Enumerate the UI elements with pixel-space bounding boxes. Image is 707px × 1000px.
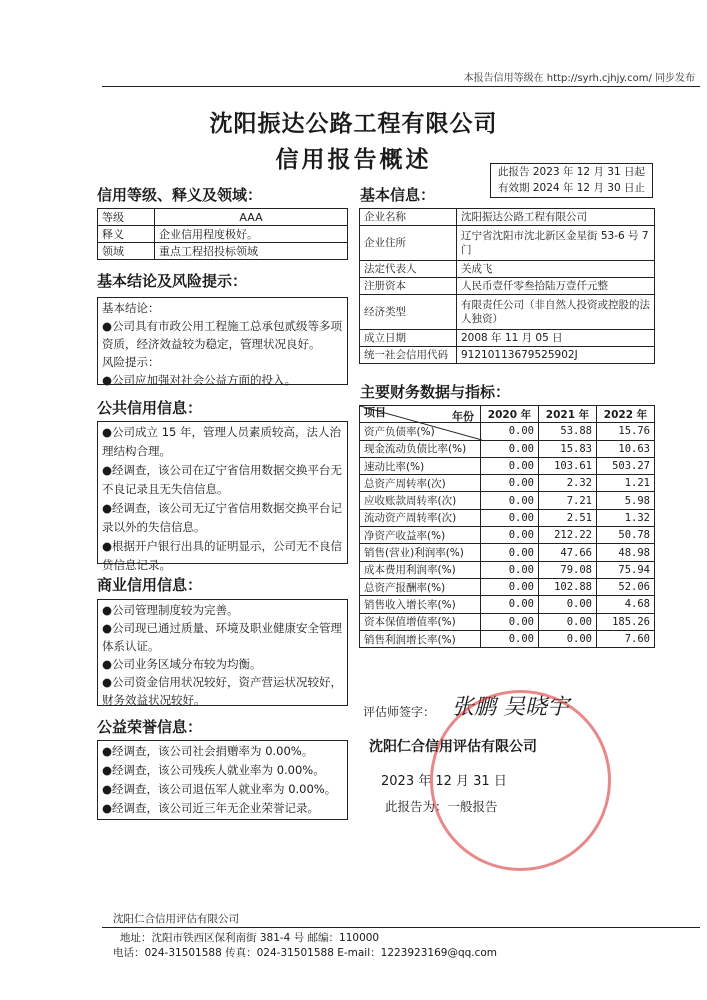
list-item: ●根据开户银行出具的证明显示，公司无不良信贷信息记录。 [102,539,343,572]
metric-value: 52.06 [597,578,655,595]
metric-label: 流动资产周转率(次) [360,509,481,526]
table-row [360,475,655,492]
company-seal [430,690,611,871]
table-row [360,278,655,295]
type-label: 经济类型 [360,295,457,330]
risk-item: ●公司应加强对社会公益方面的投入。 [102,373,297,387]
list-item: ●公司资金信用状况较好，资产营运状况较好，财务效益状况较好。 [102,675,343,707]
metric-value: 47.66 [539,544,597,561]
finance-heading: 主要财务数据与指标： [360,383,511,401]
rating-agency-name: 沈阳仁合信用评估有限公司 [369,739,537,755]
metric-value: 0.00 [481,509,539,526]
legal-rep-label: 法定代表人 [360,261,457,278]
metric-value: 1.21 [597,475,655,492]
report-title: 信用报告概述 [275,147,432,173]
validity-start: 此报告 2023 年 12 月 31 日起 [498,166,645,178]
metric-label: 资产负债率(%) [360,423,481,440]
table-row [98,209,348,226]
name-label: 企业名称 [360,209,457,226]
table-row [98,243,348,260]
metric-value: 79.08 [539,561,597,578]
metric-value: 0.00 [481,544,539,561]
year-column-header: 2022 年 [597,406,655,423]
rating-value: AAA [155,209,348,226]
report-date: 2023 年 12 月 31 日 [381,774,507,789]
table-row [360,561,655,578]
metric-value: 2.32 [539,475,597,492]
metric-value: 102.88 [539,578,597,595]
year-header: 年份 [452,410,474,423]
metric-value: 50.78 [597,527,655,544]
metric-label: 销售(营业)利润率(%) [360,544,481,561]
appraiser-signature-label: 评估师签字： [363,705,436,719]
report-type: 此报告为：一般报告 [385,799,498,814]
table-header-row [360,406,655,423]
table-row [360,261,655,278]
metric-value: 75.94 [597,561,655,578]
list-item: ●经调查，该公司退伍军人就业率为 0.00%。 [102,782,337,796]
metric-value: 0.00 [539,596,597,613]
metric-value: 185.26 [597,613,655,630]
rating-table [97,208,348,260]
header-rule [102,86,700,87]
business-box [97,599,348,706]
table-row [360,492,655,509]
metric-value: 53.88 [539,423,597,440]
diagonal-header [360,406,481,423]
metric-value: 5.98 [597,492,655,509]
list-item: ●公司现已通过质量、环境及职业健康安全管理体系认证。 [102,621,343,653]
meaning-value: 企业信用程度极好。 [155,226,348,243]
table-row [98,226,348,243]
welfare-box [97,740,348,820]
meaning-label: 释义 [98,226,155,243]
founded-label: 成立日期 [360,330,457,347]
table-row [360,330,655,347]
public-box [97,421,348,572]
metric-value: 48.98 [597,544,655,561]
metric-label: 净资产收益率(%) [360,527,481,544]
metric-value: 212.22 [539,527,597,544]
finance-table-body [360,423,655,648]
year-column-header: 2020 年 [481,406,539,423]
metric-label: 总资产周转率(次) [360,475,481,492]
metric-value: 0.00 [481,561,539,578]
table-row [360,226,655,261]
footer-contact: 电话：024-31501588 传真：024-31501588 E-mail：1223923169@qq.com [113,947,498,959]
table-row [360,209,655,226]
legal-rep-value: 关成飞 [457,261,655,278]
table-row [360,578,655,595]
table-row [360,544,655,561]
footer-address: 地址：沈阳市铁西区保利南街 381-4 号 邮编：110000 [120,932,380,944]
field-value: 重点工程招投标领域 [155,243,348,260]
year-column-header: 2021 年 [539,406,597,423]
publication-note: 本报告信用等级在 http://syrh.cjhjy.com/ 同步发布 [463,73,695,84]
field-label: 领域 [98,243,155,260]
conclusion-box [97,297,348,385]
metric-value: 0.00 [481,423,539,440]
metric-label: 现金流动负债比率(%) [360,440,481,457]
credit-code-label: 统一社会信用代码 [360,347,457,364]
metric-label: 成本费用利润率(%) [360,561,481,578]
list-item: ●经调查，该公司近三年无企业荣誉记录。 [102,801,320,815]
metric-label: 应收账款周转率(次) [360,492,481,509]
metric-value: 0.00 [481,527,539,544]
metric-label: 总资产报酬率(%) [360,578,481,595]
founded-value: 2008 年 11 月 05 日 [457,330,655,347]
table-row [360,509,655,526]
metric-label: 速动比率(%) [360,457,481,474]
business-heading: 商业信用信息： [97,576,203,594]
table-row [360,295,655,330]
capital-label: 注册资本 [360,278,457,295]
basic-heading: 基本信息： [360,186,436,204]
conclusion-title: 基本结论： [102,301,160,315]
footer-company: 沈阳仁合信用评估有限公司 [113,913,239,925]
item-header: 项目 [364,406,386,420]
metric-value: 4.68 [597,596,655,613]
name-value: 沈阳振达公路工程有限公司 [457,209,655,226]
table-row [360,596,655,613]
metric-value: 0.00 [481,457,539,474]
rating-label: 等级 [98,209,155,226]
handwritten-signature: 张鹏 吴晓宇 [452,695,569,720]
list-item: ●经调查，该公司残疾人就业率为 0.00%。 [102,763,325,777]
metric-label: 销售利润增长率(%) [360,630,481,647]
metric-value: 0.00 [481,440,539,457]
metric-value: 15.83 [539,440,597,457]
footer-rule [102,927,700,928]
conclusion-heading: 基本结论及风险提示： [97,272,248,290]
list-item: ●公司业务区域分布较为均衡。 [102,657,262,671]
type-value: 有限责任公司（非自然人投资或控股的法人独资） [457,295,655,330]
table-row [360,527,655,544]
finance-table [359,405,655,648]
table-row [360,440,655,457]
table-row [360,457,655,474]
metric-value: 2.51 [539,509,597,526]
address-label: 企业住所 [360,226,457,261]
metric-value: 1.32 [597,509,655,526]
credit-code-value: 91210113679525902J [457,347,655,364]
metric-value: 503.27 [597,457,655,474]
list-item: ●公司成立 15 年，管理人员素质较高，法人治理结构合理。 [102,425,341,458]
metric-label: 销售收入增长率(%) [360,596,481,613]
rating-heading: 信用等级、释义及领域： [97,186,263,204]
list-item: ●经调查，该公司在辽宁省信用数据交换平台无不良记录且无失信信息。 [102,463,343,496]
metric-value: 0.00 [539,630,597,647]
metric-value: 0.00 [481,596,539,613]
public-heading: 公共信用信息： [97,399,203,417]
validity-end: 有效期 2024 年 12 月 30 日止 [498,182,645,194]
metric-value: 0.00 [481,578,539,595]
table-row [360,630,655,647]
metric-value: 7.60 [597,630,655,647]
metric-value: 0.00 [539,613,597,630]
validity-box [490,163,653,198]
basic-info-table [359,208,655,364]
table-row [360,347,655,364]
welfare-heading: 公益荣誉信息： [97,718,203,736]
table-row [360,613,655,630]
metric-value: 103.61 [539,457,597,474]
capital-value: 人民币壹仟零叁拾陆万壹仟元整 [457,278,655,295]
metric-label: 资本保值增值率(%) [360,613,481,630]
conclusion-item: ●公司具有市政公用工程施工总承包贰级等多项资质，经济效益较为稳定，管理状况良好。 [102,319,343,351]
list-item: ●公司管理制度较为完善。 [102,603,239,617]
address-value: 辽宁省沈阳市沈北新区金星街 53-6 号 7 门 [457,226,655,261]
list-item: ●经调查，该公司社会捐赠率为 0.00%。 [102,744,314,758]
metric-value: 0.00 [481,492,539,509]
metric-value: 0.00 [481,475,539,492]
company-title: 沈阳振达公路工程有限公司 [209,111,498,137]
risk-title: 风险提示： [102,355,160,369]
metric-value: 10.63 [597,440,655,457]
list-item: ●经调查，该公司无辽宁省信用数据交换平台记录以外的失信信息。 [102,501,343,534]
metric-value: 0.00 [481,613,539,630]
metric-value: 15.76 [597,423,655,440]
metric-value: 0.00 [481,630,539,647]
metric-value: 7.21 [539,492,597,509]
